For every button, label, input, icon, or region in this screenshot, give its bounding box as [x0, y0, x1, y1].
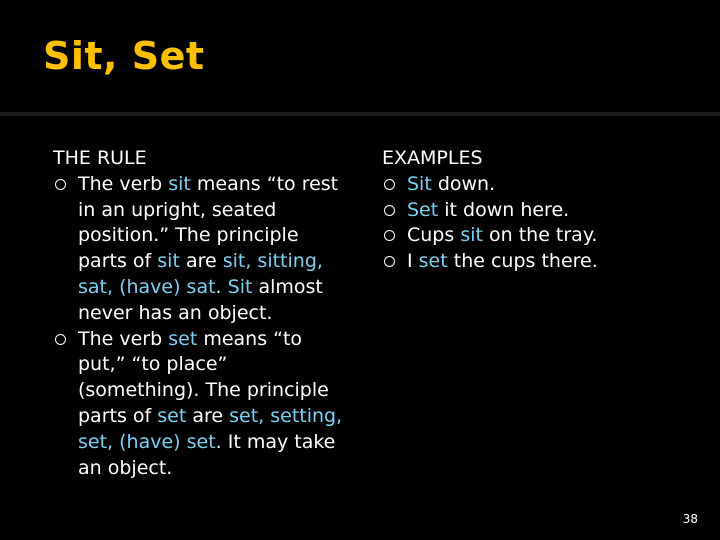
example-text: on the tray.	[482, 224, 598, 247]
examples-list	[382, 172, 702, 275]
term-highlight: set	[418, 250, 448, 273]
rule-text: almost never has an object.	[78, 275, 323, 324]
rule-text: .	[215, 275, 228, 298]
term-highlight: set	[157, 404, 187, 427]
example-text: I	[407, 250, 419, 273]
rule-text: means “to rest in an upright, seated position.” The principle parts of	[78, 172, 339, 273]
term-highlight: Sit	[407, 172, 432, 195]
example-item	[382, 249, 702, 275]
example-text: down.	[431, 172, 496, 195]
example-item	[382, 198, 702, 224]
circle-bullet-icon	[384, 230, 395, 241]
circle-bullet-icon	[384, 256, 395, 267]
principal-parts-highlight: set, setting, set, (have) set	[78, 404, 343, 453]
term-highlight: sit	[168, 172, 191, 195]
example-item	[382, 172, 702, 198]
rule-text: are	[179, 250, 223, 273]
rule-text: . It may take an object.	[78, 430, 336, 479]
rule-item-set	[53, 327, 353, 482]
page-number: 38	[682, 512, 698, 526]
term-highlight: Set	[407, 198, 439, 221]
term-highlight: sit	[157, 250, 180, 273]
rule-text: The verb	[78, 327, 169, 350]
rule-column	[53, 146, 353, 481]
title-band	[0, 0, 720, 116]
circle-bullet-icon	[384, 205, 395, 216]
term-highlight: Sit	[227, 275, 253, 298]
rule-text: means “to put,” “to place” (something). The principle parts of	[78, 327, 329, 427]
rule-list	[53, 172, 353, 482]
term-highlight: set	[168, 327, 198, 350]
circle-bullet-icon	[384, 179, 395, 190]
rule-item-sit	[53, 172, 353, 327]
example-text: Cups	[407, 224, 461, 247]
slide-title: Sit, Set	[43, 34, 205, 78]
examples-heading: EXAMPLES	[382, 147, 483, 169]
rule-text: The verb	[78, 172, 169, 195]
rule-text: are	[186, 404, 230, 427]
example-item	[382, 223, 702, 249]
example-text: the cups there.	[447, 250, 598, 273]
principal-parts-highlight: sit, sitting, sat, (have) sat	[78, 250, 323, 298]
examples-column	[382, 146, 702, 275]
example-text: it down here.	[438, 198, 570, 221]
circle-bullet-icon	[55, 179, 66, 190]
circle-bullet-icon	[55, 334, 66, 345]
rule-heading: THE RULE	[53, 147, 147, 169]
term-highlight: sit	[460, 224, 483, 247]
